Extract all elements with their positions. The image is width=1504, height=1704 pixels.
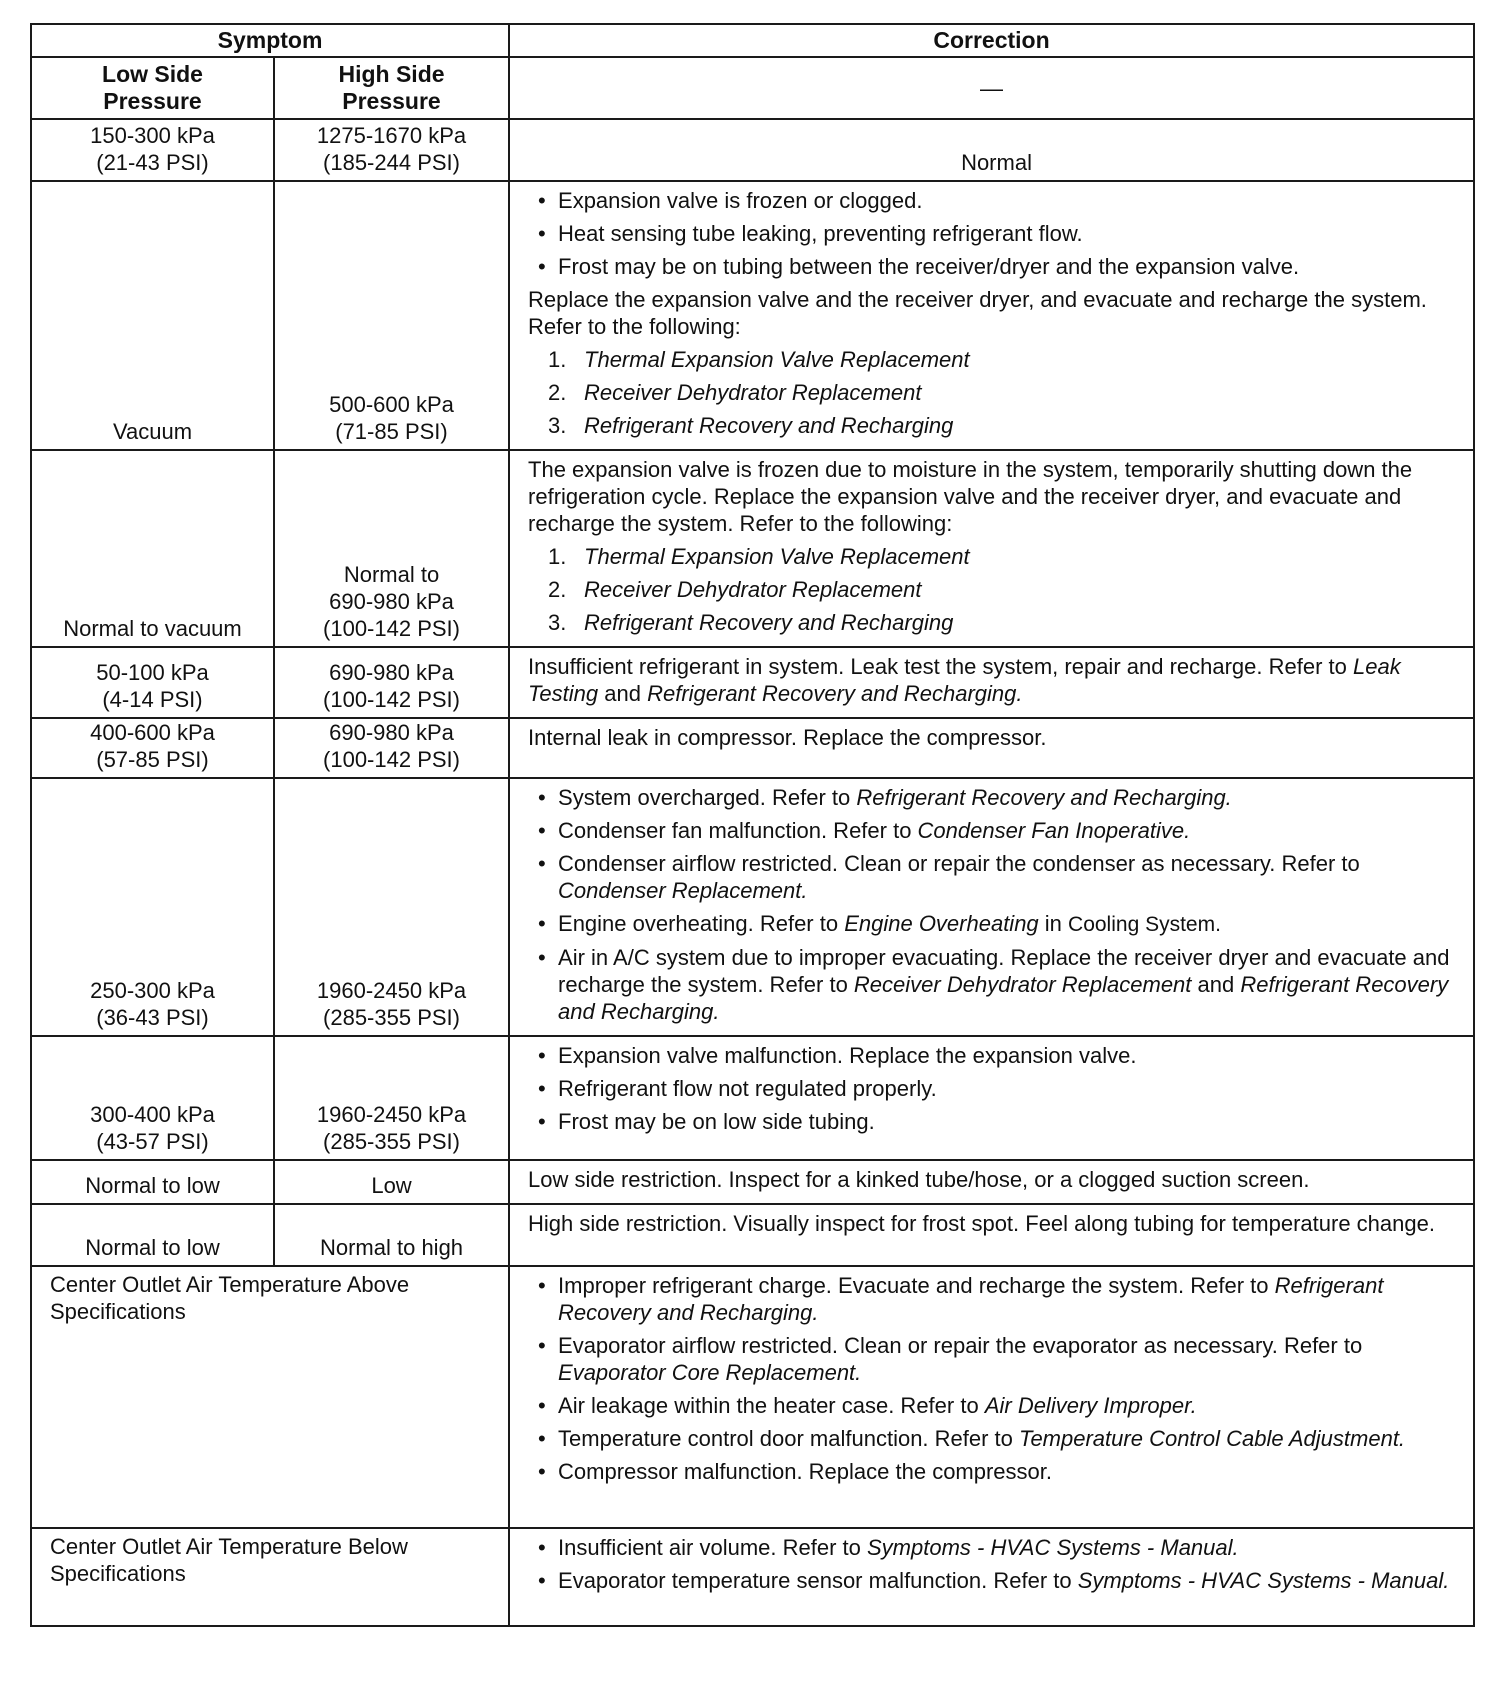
low-side-pressure-cell bbox=[31, 1204, 274, 1266]
high-side-pressure-line: Normal to bbox=[343, 562, 440, 587]
bullet-icon: • bbox=[538, 1568, 546, 1593]
high-side-pressure-cell bbox=[274, 778, 509, 1036]
item-number: 1. bbox=[548, 347, 567, 372]
low-side-pressure-line: 300-400 kPa bbox=[90, 1102, 215, 1127]
text-segment: Improper refrigerant charge. Evacuate and recharge the system. Refer to bbox=[558, 1273, 1275, 1298]
numbered-item bbox=[528, 543, 1465, 570]
table-row bbox=[31, 778, 1474, 1036]
reference-link-text: Refrigerant Recovery and Recharging. bbox=[856, 785, 1232, 810]
temperature-symptom-text: Center Outlet Air Temperature Below Specifications bbox=[50, 1534, 408, 1586]
bullet-item bbox=[528, 187, 1465, 214]
low-side-pressure-line: (43-57 PSI) bbox=[96, 1129, 209, 1154]
bullet-icon: • bbox=[538, 1459, 546, 1484]
bullet-text: Expansion valve is frozen or clogged. bbox=[558, 188, 923, 213]
reference-link-text: Temperature Control Cable Adjustment. bbox=[1019, 1426, 1406, 1451]
bullet-icon: • bbox=[538, 1076, 546, 1101]
low-side-pressure-cell bbox=[31, 1036, 274, 1160]
high-side-pressure-line: 1960-2450 kPa bbox=[316, 978, 467, 1003]
reference-link-text: Condenser Fan Inoperative. bbox=[917, 818, 1191, 843]
text-segment: Air in A/C system due to improper evacuating. Replace the receiver dryer and evacuate and recharge the system. Refer to bbox=[558, 945, 1450, 997]
text-segment: Temperature control door malfunction. Refer to bbox=[558, 1426, 1020, 1451]
high-side-pressure-line: (71-85 PSI) bbox=[335, 419, 448, 444]
temperature-symptom-text: Center Outlet Air Temperature Above Specifications bbox=[50, 1272, 410, 1324]
reference-link-text: Symptoms - HVAC Systems - Manual. bbox=[866, 1535, 1239, 1560]
item-number: 3. bbox=[548, 610, 567, 635]
correction-cell bbox=[509, 778, 1474, 1036]
high-side-pressure-line: (100-142 PSI) bbox=[323, 616, 460, 641]
table-row bbox=[31, 647, 1474, 718]
low-side-pressure-line: 150-300 kPa bbox=[90, 123, 215, 148]
correction-paragraph bbox=[528, 1210, 1465, 1237]
bullet-icon: • bbox=[538, 1043, 546, 1068]
bullet-icon: • bbox=[538, 221, 546, 246]
correction-cell bbox=[509, 119, 1474, 181]
high-side-pressure-cell bbox=[274, 181, 509, 450]
bullet-text: Refrigerant flow not regulated properly. bbox=[558, 1076, 937, 1101]
text-segment: Cooling System. bbox=[1068, 913, 1221, 936]
high-side-pressure-cell bbox=[274, 647, 509, 718]
low-side-pressure-line: 50-100 kPa bbox=[96, 660, 209, 685]
correction-cell bbox=[509, 1204, 1474, 1266]
item-number: 2. bbox=[548, 577, 567, 602]
text-segment: Internal leak in compressor. Replace the compressor. bbox=[528, 725, 1047, 750]
bullet-text: Heat sensing tube leaking, preventing refrigerant flow. bbox=[558, 221, 1083, 246]
numbered-item bbox=[528, 379, 1465, 406]
high-side-pressure-cell bbox=[274, 718, 509, 778]
low-side-pressure-cell bbox=[31, 778, 274, 1036]
ac-pressure-diagnostic-table bbox=[30, 23, 1475, 1627]
reference-link-text: Engine Overheating bbox=[844, 911, 1039, 936]
bullet-icon: • bbox=[538, 188, 546, 213]
correction-cell bbox=[509, 181, 1474, 450]
high-side-pressure-line: 690-980 kPa bbox=[329, 589, 454, 614]
high-side-pressure-cell bbox=[274, 1160, 509, 1204]
correction-cell bbox=[509, 450, 1474, 647]
high-side-pressure-line: (100-142 PSI) bbox=[323, 747, 460, 772]
low-side-pressure-header: Low Side Pressure bbox=[31, 57, 274, 119]
high-side-pressure-line: Low bbox=[371, 1173, 412, 1198]
bullet-item bbox=[528, 817, 1465, 844]
high-side-pressure-line: 690-980 kPa bbox=[329, 720, 454, 745]
high-side-pressure-line: 500-600 kPa bbox=[329, 392, 454, 417]
bullet-list bbox=[528, 1534, 1465, 1594]
bullet-item bbox=[528, 1567, 1465, 1594]
bullet-icon: • bbox=[538, 818, 546, 843]
correction-header: Correction bbox=[509, 24, 1474, 57]
high-side-pressure-line: 1275-1670 kPa bbox=[316, 123, 467, 148]
item-number: 3. bbox=[548, 413, 567, 438]
bullet-item bbox=[528, 944, 1465, 1025]
bullet-icon: • bbox=[538, 785, 546, 810]
reference-link-text: Leak Testing bbox=[528, 654, 1401, 706]
bullet-item bbox=[528, 1332, 1465, 1386]
bullet-icon: • bbox=[538, 945, 546, 970]
reference-link-text: Refrigerant Recovery and Recharging. bbox=[558, 1273, 1384, 1325]
bullet-text: Frost may be on tubing between the receiver/dryer and the expansion valve. bbox=[558, 254, 1300, 279]
bullet-icon: • bbox=[538, 911, 546, 936]
bullet-icon: • bbox=[538, 1393, 546, 1418]
low-side-pressure-line: (21-43 PSI) bbox=[96, 150, 209, 175]
correction-paragraph bbox=[528, 1166, 1465, 1193]
reference-link-text: Refrigerant Recovery and Recharging. bbox=[647, 681, 1023, 706]
low-side-pressure-line: 400-600 kPa bbox=[90, 720, 215, 745]
correction-cell bbox=[509, 718, 1474, 778]
bullet-item bbox=[528, 1075, 1465, 1102]
text-segment: Evaporator airflow restricted. Clean or repair the evaporator as necessary. Refer to bbox=[558, 1333, 1363, 1358]
bullet-item bbox=[528, 1425, 1465, 1452]
reference-link-text: Receiver Dehydrator Replacement bbox=[584, 577, 922, 602]
correction-subheader: — bbox=[509, 57, 1474, 119]
high-side-pressure-cell bbox=[274, 1204, 509, 1266]
text-segment: Insufficient refrigerant in system. Leak test the system, repair and recharge. Refer to bbox=[528, 654, 1353, 679]
bullet-item bbox=[528, 1534, 1465, 1561]
low-side-pressure-cell bbox=[31, 450, 274, 647]
table-body bbox=[31, 119, 1474, 1626]
reference-link-text: Thermal Expansion Valve Replacement bbox=[584, 347, 970, 372]
numbered-reference-list bbox=[528, 346, 1465, 439]
low-side-pressure-line: (4-14 PSI) bbox=[102, 687, 203, 712]
low-side-pressure-line: (57-85 PSI) bbox=[96, 747, 209, 772]
high-side-pressure-line: (285-355 PSI) bbox=[323, 1005, 460, 1030]
bullet-list bbox=[528, 1272, 1465, 1485]
text-segment: High side restriction. Visually inspect for frost spot. Feel along tubing for temperature change. bbox=[528, 1211, 1435, 1236]
bullet-item bbox=[528, 850, 1465, 904]
correction-paragraph bbox=[528, 724, 1465, 751]
high-side-pressure-line: (100-142 PSI) bbox=[323, 687, 460, 712]
bullet-item bbox=[528, 220, 1465, 247]
high-side-pressure-line: Normal to high bbox=[319, 1235, 464, 1260]
high-side-pressure-line: 1960-2450 kPa bbox=[316, 1102, 467, 1127]
correction-paragraph: The expansion valve is frozen due to moisture in the system, temporarily shutting down the refrigeration cycle. Replace the expansion valve and the receiver dryer, and evacuate and recharge the system. Refer to the following: bbox=[528, 457, 1413, 536]
correction-text: Normal bbox=[961, 150, 1032, 175]
temperature-symptom-cell bbox=[31, 1528, 509, 1626]
low-side-pressure-line: Normal to low bbox=[85, 1235, 220, 1260]
bullet-icon: • bbox=[538, 1109, 546, 1134]
low-side-pressure-line: Normal to low bbox=[85, 1173, 220, 1198]
bullet-list bbox=[528, 784, 1465, 1025]
table-row bbox=[31, 450, 1474, 647]
temperature-row bbox=[31, 1266, 1474, 1528]
diagnostic-table-container bbox=[30, 23, 1473, 1627]
text-segment: in bbox=[1038, 911, 1069, 936]
bullet-item bbox=[528, 1458, 1465, 1485]
bullet-text: Expansion valve malfunction. Replace the expansion valve. bbox=[558, 1043, 1137, 1068]
reference-link-text: Thermal Expansion Valve Replacement bbox=[584, 544, 970, 569]
item-number: 2. bbox=[548, 380, 567, 405]
reference-link-text: Air Delivery Improper. bbox=[984, 1393, 1197, 1418]
reference-link-text: Receiver Dehydrator Replacement bbox=[584, 380, 922, 405]
item-number: 1. bbox=[548, 544, 567, 569]
high-side-pressure-header: High Side Pressure bbox=[274, 57, 509, 119]
correction-paragraph bbox=[528, 653, 1465, 707]
low-side-pressure-cell bbox=[31, 119, 274, 181]
high-side-pressure-cell bbox=[274, 1036, 509, 1160]
temperature-row bbox=[31, 1528, 1474, 1626]
temperature-symptom-cell bbox=[31, 1266, 509, 1528]
low-side-pressure-cell bbox=[31, 647, 274, 718]
bullet-icon: • bbox=[538, 1273, 546, 1298]
numbered-item bbox=[528, 346, 1465, 373]
correction-cell bbox=[509, 647, 1474, 718]
low-side-pressure-line: (36-43 PSI) bbox=[96, 1005, 209, 1030]
text-segment: Air leakage within the heater case. Refer to bbox=[558, 1393, 985, 1418]
bullet-icon: • bbox=[538, 1535, 546, 1560]
symptom-header: Symptom bbox=[31, 24, 509, 57]
bullet-icon: • bbox=[538, 1333, 546, 1358]
text-segment: Compressor malfunction. Replace the compressor. bbox=[558, 1459, 1053, 1484]
bullet-icon: • bbox=[538, 1426, 546, 1451]
bullet-text: Frost may be on low side tubing. bbox=[558, 1109, 875, 1134]
correction-paragraph: Replace the expansion valve and the receiver dryer, and evacuate and recharge the system. Refer to the following: bbox=[528, 287, 1427, 339]
bullet-item bbox=[528, 910, 1465, 938]
text-segment: Condenser fan malfunction. Refer to bbox=[558, 818, 918, 843]
text-segment: Engine overheating. Refer to bbox=[558, 911, 845, 936]
reference-link-text: Symptoms - HVAC Systems - Manual. bbox=[1077, 1568, 1450, 1593]
text-segment: and bbox=[1191, 972, 1241, 997]
reference-link-text: Refrigerant Recovery and Recharging bbox=[584, 413, 954, 438]
reference-link-text: Refrigerant Recovery and Recharging. bbox=[558, 972, 1449, 1024]
text-segment: System overcharged. Refer to bbox=[558, 785, 857, 810]
correction-cell bbox=[509, 1160, 1474, 1204]
table-row bbox=[31, 1160, 1474, 1204]
text-segment: Condenser airflow restricted. Clean or repair the condenser as necessary. Refer to bbox=[558, 851, 1360, 876]
bullet-item bbox=[528, 1042, 1465, 1069]
reference-link-text: Receiver Dehydrator Replacement bbox=[853, 972, 1192, 997]
text-segment: and bbox=[598, 681, 648, 706]
table-row bbox=[31, 181, 1474, 450]
low-side-pressure-cell bbox=[31, 718, 274, 778]
low-side-pressure-line: Normal to vacuum bbox=[63, 616, 242, 641]
low-side-pressure-cell bbox=[31, 1160, 274, 1204]
table-row bbox=[31, 1036, 1474, 1160]
bullet-list bbox=[528, 1042, 1465, 1135]
correction-cell bbox=[509, 1266, 1474, 1528]
bullet-item bbox=[528, 784, 1465, 811]
bullet-item bbox=[528, 1108, 1465, 1135]
low-side-pressure-line: 250-300 kPa bbox=[90, 978, 215, 1003]
high-side-pressure-line: (185-244 PSI) bbox=[323, 150, 460, 175]
reference-link-text: Condenser Replacement. bbox=[558, 878, 808, 903]
table-row bbox=[31, 1204, 1474, 1266]
bullet-item bbox=[528, 253, 1465, 280]
numbered-reference-list bbox=[528, 543, 1465, 636]
text-segment: Low side restriction. Inspect for a kinked tube/hose, or a clogged suction screen. bbox=[528, 1167, 1310, 1192]
text-segment: Evaporator temperature sensor malfunction. Refer to bbox=[558, 1568, 1078, 1593]
correction-cell bbox=[509, 1036, 1474, 1160]
low-side-pressure-line: Vacuum bbox=[112, 419, 193, 444]
reference-link-text: Evaporator Core Replacement. bbox=[558, 1360, 862, 1385]
bullet-list bbox=[528, 187, 1465, 280]
numbered-item bbox=[528, 412, 1465, 439]
bullet-item bbox=[528, 1392, 1465, 1419]
high-side-pressure-line: 690-980 kPa bbox=[329, 660, 454, 685]
high-side-pressure-line: (285-355 PSI) bbox=[323, 1129, 460, 1154]
numbered-item bbox=[528, 609, 1465, 636]
bullet-item bbox=[528, 1272, 1465, 1326]
bullet-icon: • bbox=[538, 851, 546, 876]
high-side-pressure-cell bbox=[274, 119, 509, 181]
text-segment: Insufficient air volume. Refer to bbox=[558, 1535, 867, 1560]
table-row bbox=[31, 119, 1474, 181]
correction-cell bbox=[509, 1528, 1474, 1626]
low-side-pressure-cell bbox=[31, 181, 274, 450]
numbered-item bbox=[528, 576, 1465, 603]
high-side-pressure-cell bbox=[274, 450, 509, 647]
table-row bbox=[31, 718, 1474, 778]
reference-link-text: Refrigerant Recovery and Recharging bbox=[584, 610, 954, 635]
bullet-icon: • bbox=[538, 254, 546, 279]
